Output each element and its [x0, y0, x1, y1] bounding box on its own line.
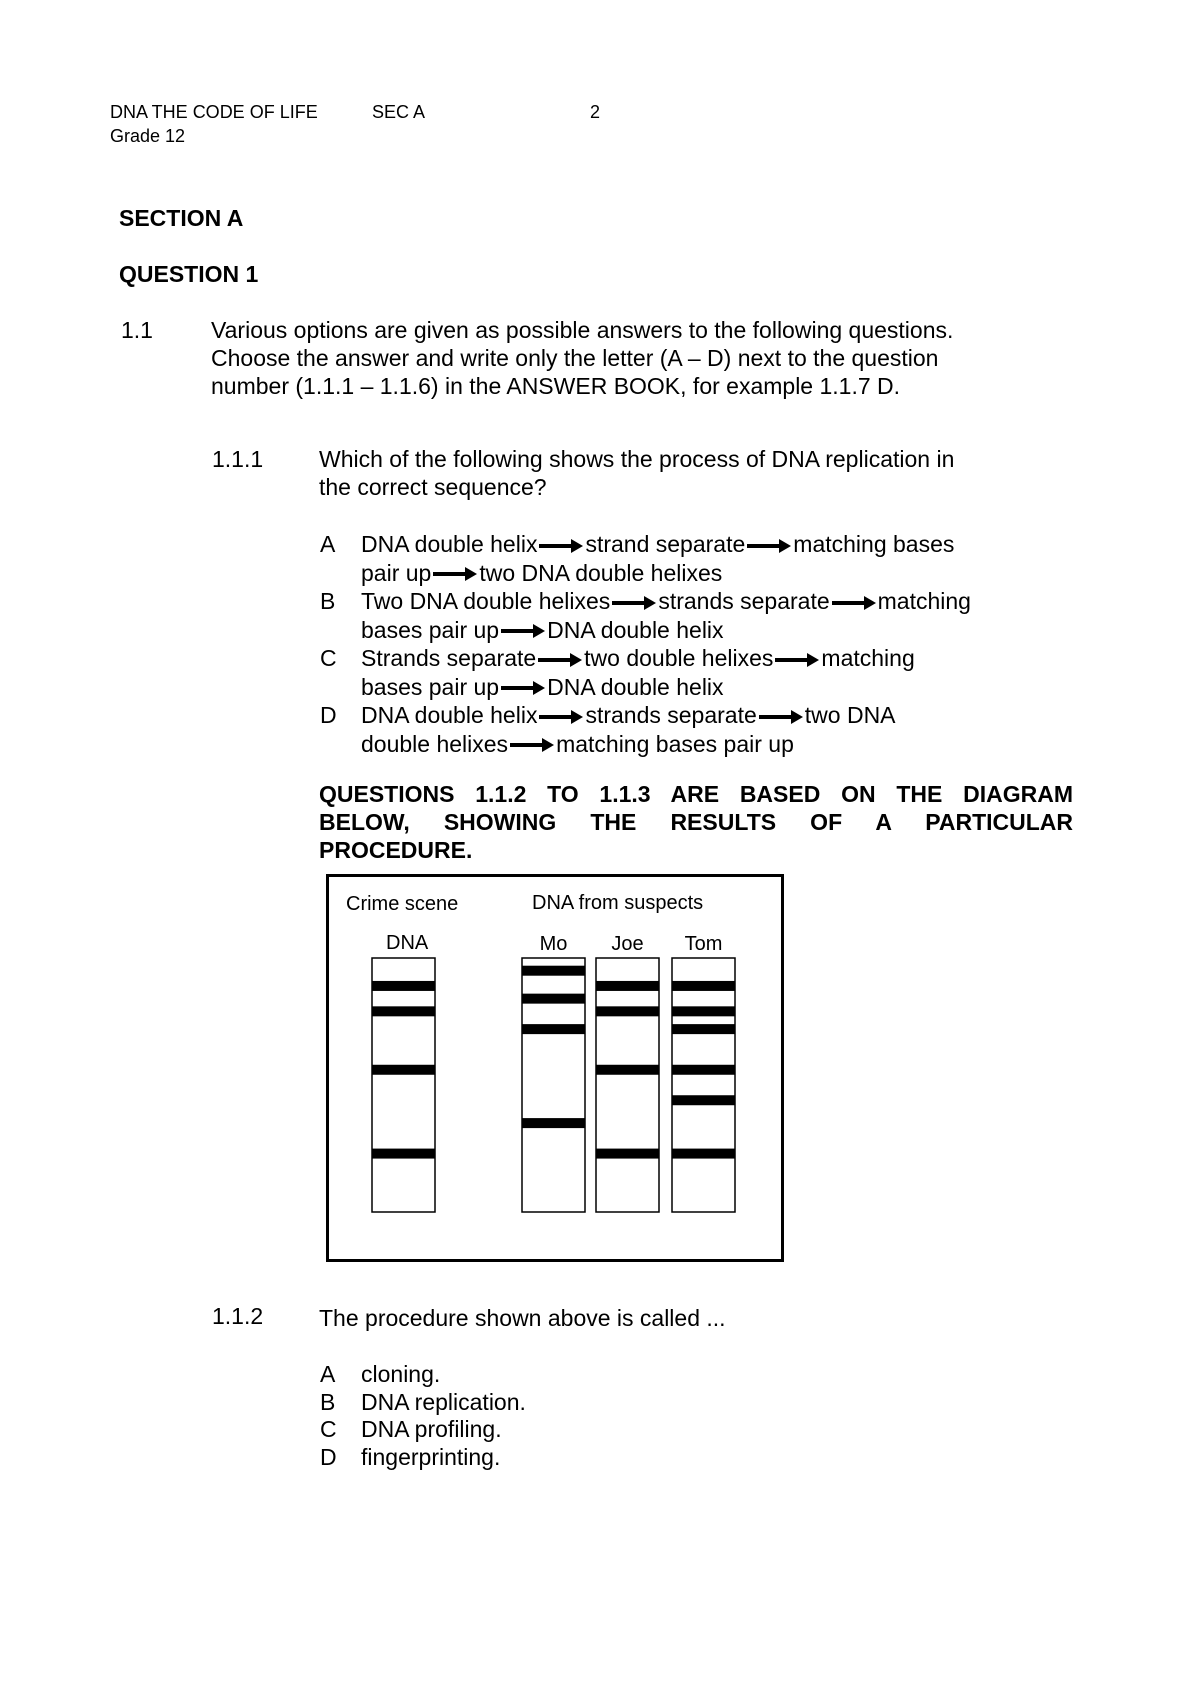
lane-label: Joe — [611, 933, 644, 955]
dna-band — [672, 1024, 735, 1034]
q1-1-2-stem: The procedure shown above is called ... — [319, 1305, 726, 1331]
option-step: strands separate — [585, 702, 757, 728]
diagram-intro-line2: BELOW, SHOWING THE RESULTS OF A PARTICULAR — [319, 809, 1073, 835]
dna-profile-diagram — [326, 874, 784, 1262]
option-step: two DNA double helixes — [479, 559, 723, 586]
q1-1-1-option-line — [361, 587, 1061, 616]
arrow-right-icon — [759, 710, 803, 724]
q1-1-line2: Choose the answer and write only the letter (A – D) next to the question — [211, 345, 939, 371]
dna-band — [596, 1065, 659, 1075]
header-section: SEC A — [372, 102, 426, 122]
option-step: matching bases — [793, 531, 955, 557]
q1-1-1-option-line — [361, 730, 1061, 759]
header-page-number: 2 — [590, 102, 601, 122]
option-step: two DNA — [804, 702, 896, 728]
gel-lane — [672, 958, 735, 1212]
q1-1-1-line2: the correct sequence? — [319, 474, 547, 500]
gel-lane — [596, 958, 659, 1212]
dna-band — [372, 1006, 435, 1016]
dna-band — [522, 1024, 585, 1034]
lane-label: Mo — [539, 933, 568, 955]
arrow-right-icon — [501, 681, 545, 695]
option-step: strands separate — [658, 588, 830, 614]
option-step: DNA double helix — [547, 616, 724, 643]
q1-1-1-option-letter: B — [320, 588, 336, 614]
question-title: QUESTION 1 — [119, 261, 259, 287]
q1-1-1-number: 1.1.1 — [212, 446, 264, 472]
q1-1-line1: Various options are given as possible answers to the following questions. — [211, 317, 954, 343]
diagram-intro-line1: QUESTIONS 1.1.2 TO 1.1.3 ARE BASED ON THE DIAGRAM — [319, 781, 1073, 807]
diagram-intro-line3: PROCEDURE. — [319, 837, 473, 863]
arrow-right-icon — [501, 624, 545, 638]
q1-1-2-option-letter: A — [320, 1361, 336, 1387]
dna-band — [672, 1149, 735, 1159]
q1-1-2-option-text: DNA profiling. — [361, 1416, 502, 1442]
dna-band — [672, 1006, 735, 1016]
q1-1-1-option-line — [361, 559, 1061, 588]
q1-1-2-number: 1.1.2 — [212, 1303, 264, 1329]
arrow-right-icon — [539, 710, 583, 724]
arrow-right-icon — [832, 596, 876, 610]
q1-1-line3: number (1.1.1 – 1.1.6) in the ANSWER BOOK, for example 1.1.7 D. — [211, 373, 901, 399]
dna-band — [372, 1065, 435, 1075]
q1-1-1-line1: Which of the following shows the process of DNA replication in — [319, 446, 955, 472]
option-step: double helixes — [361, 730, 509, 757]
q1-1-1-option-letter: D — [320, 702, 337, 728]
dna-band — [672, 981, 735, 991]
q1-1-1-option-line — [361, 644, 1061, 673]
q1-1-2-option-letter: B — [320, 1388, 336, 1415]
section-title: SECTION A — [119, 205, 244, 231]
arrow-right-icon — [433, 567, 477, 581]
dna-band — [672, 1065, 735, 1075]
option-step: DNA double helix — [361, 702, 538, 728]
arrow-right-icon — [747, 539, 791, 553]
q1-1-2-option-text: DNA replication. — [361, 1388, 526, 1415]
q1-1-1-option-line — [361, 673, 1061, 702]
arrow-right-icon — [775, 653, 819, 667]
dna-band — [596, 1149, 659, 1159]
option-step: strand separate — [585, 531, 746, 557]
dna-band — [596, 981, 659, 991]
option-step: bases pair up — [361, 616, 500, 643]
option-step: bases pair up — [361, 673, 500, 700]
q1-1-2-option-letter: C — [320, 1416, 337, 1442]
crime-scene-label: Crime scene — [346, 893, 459, 915]
q1-1-1-option-letter: C — [320, 645, 337, 671]
dna-band — [522, 994, 585, 1004]
lane-label: Tom — [684, 933, 723, 955]
q1-1-2-option-text: fingerprinting. — [361, 1443, 501, 1470]
crime-scene-dna-label: DNA — [386, 932, 429, 954]
option-step: matching — [821, 645, 915, 671]
option-step: DNA double helix — [361, 531, 538, 557]
option-step: matching — [877, 588, 971, 614]
dna-band — [522, 966, 585, 976]
arrow-right-icon — [510, 738, 554, 752]
dna-band — [522, 1118, 585, 1128]
option-step: matching bases pair up — [556, 730, 794, 757]
gel-lane — [372, 958, 435, 1212]
q1-1-number: 1.1 — [121, 317, 153, 343]
option-step: Two DNA double helixes — [361, 588, 611, 614]
suspects-label: DNA from suspects — [532, 892, 704, 914]
arrow-right-icon — [612, 596, 656, 610]
option-step: pair up — [361, 559, 432, 586]
q1-1-1-option-line — [361, 530, 1061, 559]
dna-band — [372, 981, 435, 991]
q1-1-1-option-letter: A — [320, 531, 336, 557]
header-title: DNA THE CODE OF LIFE — [110, 102, 318, 122]
option-step: two double helixes — [584, 645, 774, 671]
dna-band — [596, 1006, 659, 1016]
dna-band — [672, 1095, 735, 1105]
q1-1-1-option-line — [361, 701, 1061, 730]
dna-band — [372, 1149, 435, 1159]
option-step: Strands separate — [361, 645, 537, 671]
option-step: DNA double helix — [547, 673, 724, 700]
arrow-right-icon — [539, 539, 583, 553]
q1-1-1-option-line — [361, 616, 1061, 645]
arrow-right-icon — [538, 653, 582, 667]
q1-1-2-option-text: cloning. — [361, 1361, 441, 1387]
q1-1-2-option-letter: D — [320, 1443, 337, 1470]
gel-lanes — [372, 933, 735, 1212]
header-grade: Grade 12 — [110, 126, 186, 146]
